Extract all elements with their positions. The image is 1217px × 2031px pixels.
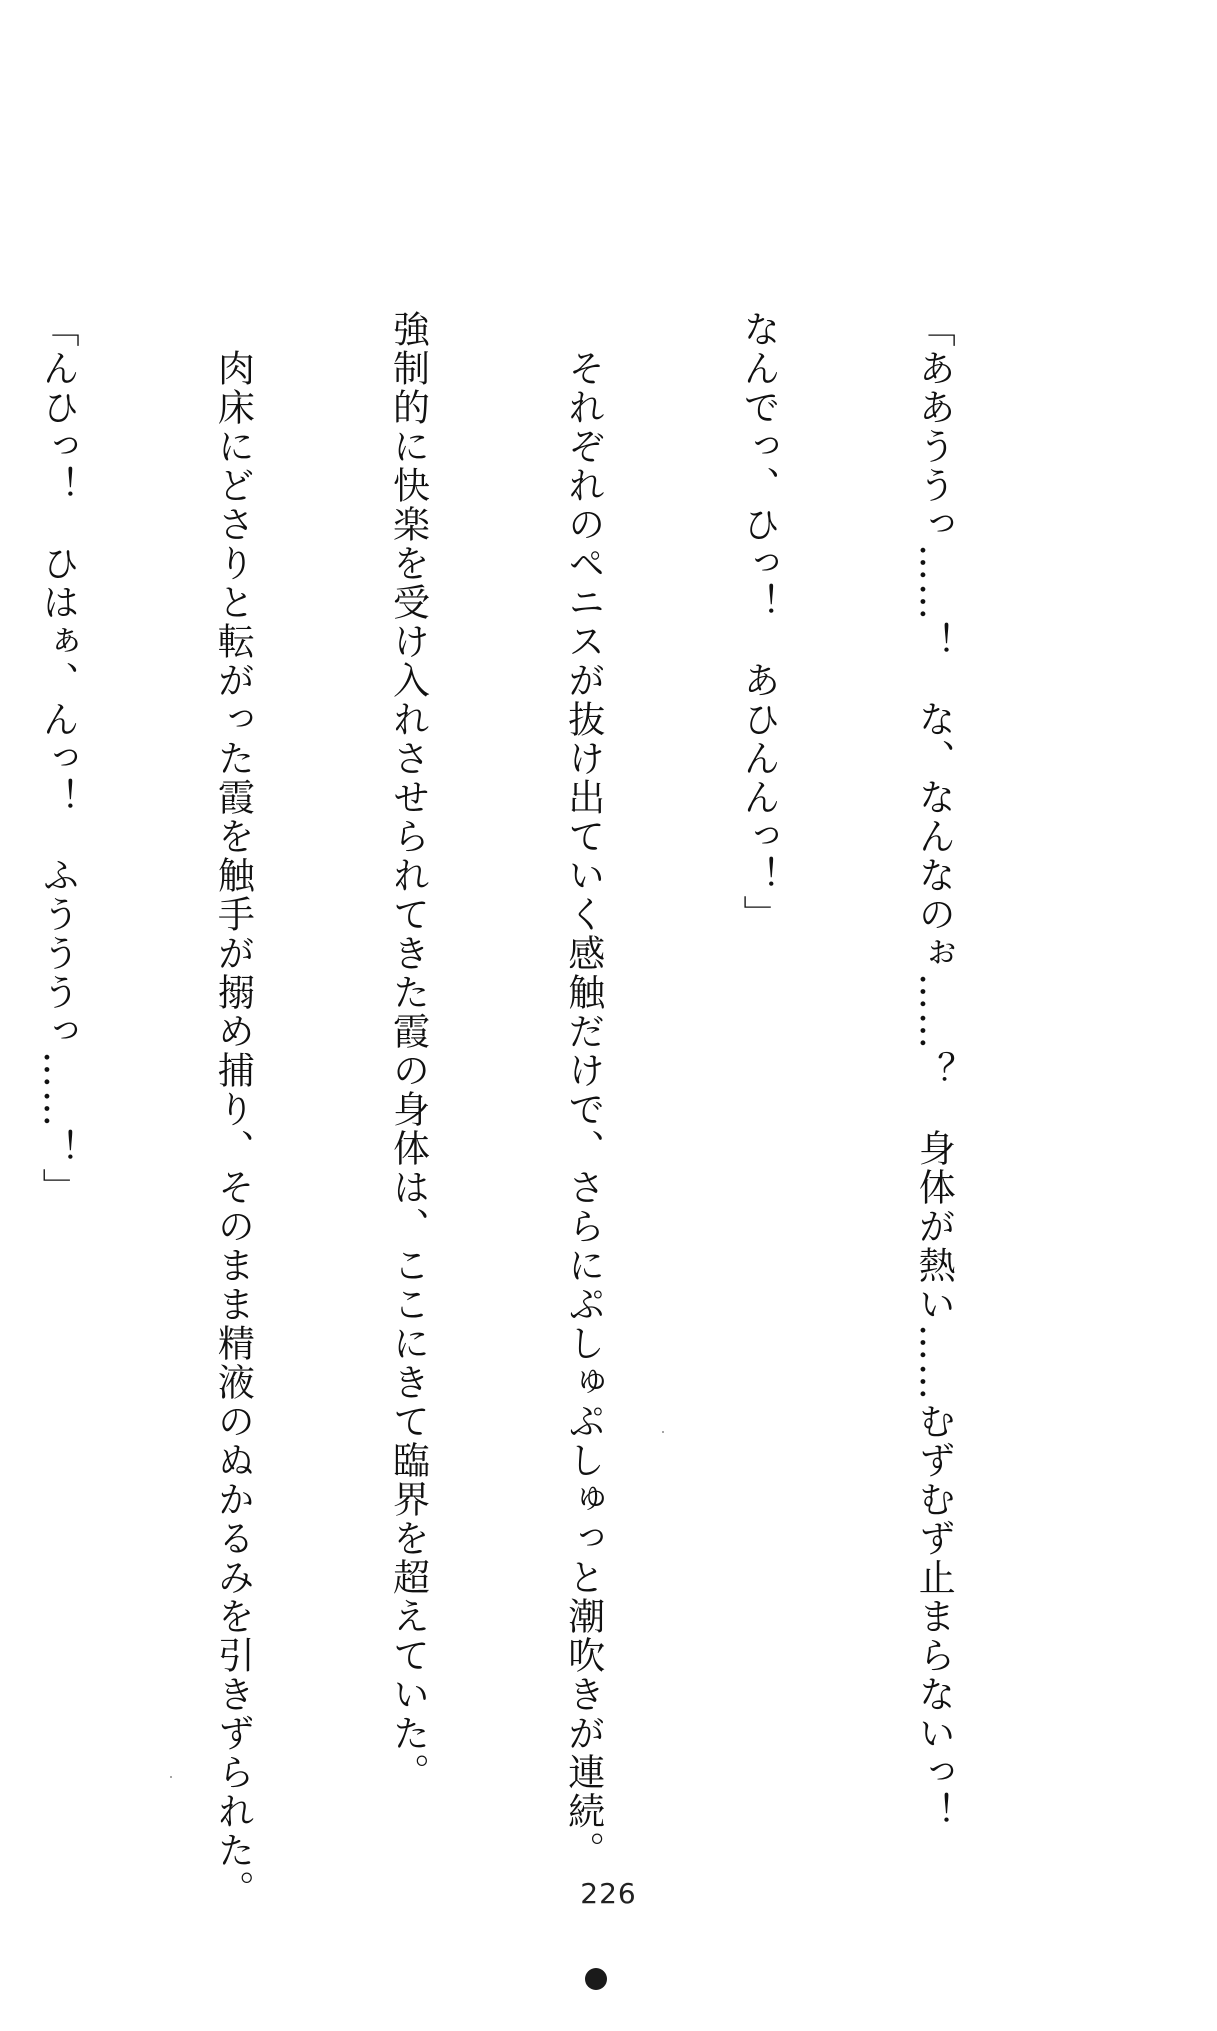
- text-line: 「んひっ！ ひはぁ、んっ！ ふうううっ……！」: [36, 310, 80, 1207]
- text-line: なんでっ、ひっ！ あひんんっ！」: [736, 310, 780, 934]
- page-number: 226: [580, 1877, 637, 1910]
- page-marker-dot: [585, 1968, 607, 1990]
- scan-speck: [170, 1776, 172, 1778]
- text-line: 肉床にどさりと転がった霞を触手が搦め捕り、そのまま精液のぬかるみを引きずられた。: [211, 310, 255, 1909]
- text-line: 「ああううっ……！ な、なんなのぉ……？ 身体が熱い……むずむず止まらないっ！: [912, 310, 956, 1831]
- text-line: 強制的に快楽を受け入れさせられてきた霞の身体は、ここにきて臨界を超えていた。: [386, 310, 430, 1792]
- text-line: それぞれのペニスが抜け出ていく感触だけで、さらにぷしゅぷしゅっと潮吹きが連続。: [561, 310, 605, 1870]
- scan-speck: [662, 1431, 664, 1433]
